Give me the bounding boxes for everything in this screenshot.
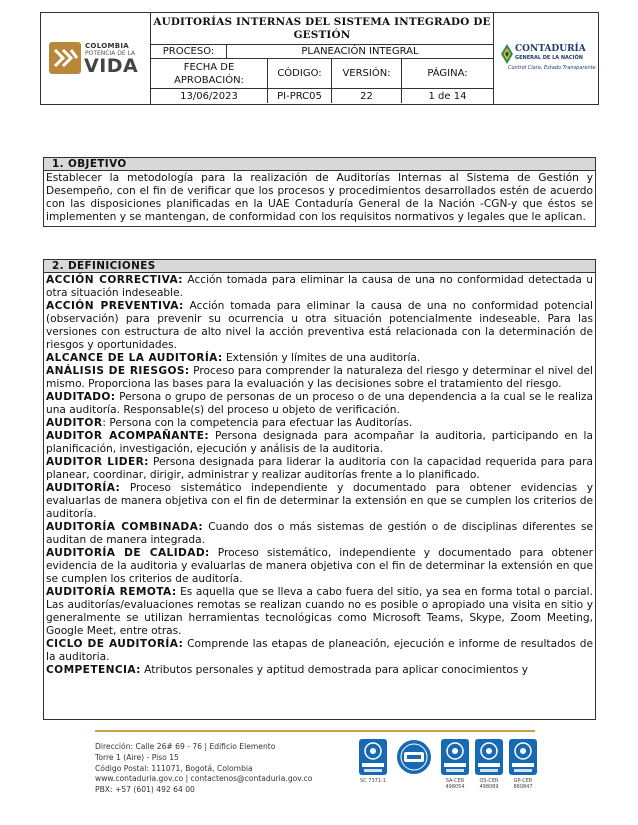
definition-term: ACCIÓN PREVENTIVA: [46, 300, 184, 312]
definition-term: AUDITOR [46, 417, 103, 429]
codigo-label: CÓDIGO: [268, 59, 332, 88]
codigo-value: PI-PRC05 [268, 89, 332, 103]
icontec-seal-icon [440, 738, 470, 776]
definition-item [46, 456, 593, 482]
definition-term: AUDITOR ACOMPAÑANTE: [46, 430, 210, 442]
version-value: 22 [332, 89, 402, 103]
definition-text: Persona o grupo de personas de un proceso o de una dependencia a la cual se le realiza una auditoría. Responsable(s) del proceso u objeto de verificación. [46, 391, 593, 416]
definition-term: AUDITOR LIDER: [46, 456, 149, 468]
cert-icontec-3 [474, 738, 504, 790]
cert-code-4: GP-CER 860847 [513, 778, 533, 790]
definition-text: Proceso para comprender la naturaleza del riesgo y determinar el nivel del mismo. Proporciona las bases para la evaluación y las decisiones sobre el tratamiento del riesgo. [46, 365, 593, 390]
pagina-label: PÁGINA: [427, 68, 468, 79]
header-info-table [151, 13, 493, 104]
contaduria-emblem-icon [500, 43, 514, 65]
footer-address [95, 742, 312, 796]
definition-item [46, 274, 593, 300]
cert-icontec-1 [358, 738, 388, 784]
proceso-value: PLANEACIÓN INTEGRAL [301, 46, 419, 57]
iqnet-seal-icon [394, 738, 434, 776]
definition-term: AUDITORÍA REMOTA: [46, 586, 177, 598]
definition-item [46, 638, 593, 664]
definition-term: ACCIÓN CORRECTIVA: [46, 274, 183, 286]
footer-address-line: Código Postal: 111071, Bogotá, Colombia [95, 763, 253, 773]
definition-item [46, 547, 593, 586]
cert-code-2: SA-CER 498054 [445, 778, 465, 790]
definition-text: Cuando dos o más sistemas de gestión o de disciplinas diferentes se auditan de manera integrada. [46, 521, 593, 546]
definition-text: Acción tomada para eliminar la causa de una no conformidad potencial (observación) para prevenir su ocurrencia u otra situación potencialmente indeseable. Para las versiones con estructura de alto nivel la acción preventiva está relacionada con la determinación de riesgos y oportunidades. [46, 300, 593, 351]
definition-text: Proceso sistemático independiente y documentado para obtener evidencias y evaluarlas de manera objetiva con el fin de determinar la extensión en que se cumplen los criterios de auditoría. [46, 482, 593, 520]
document-header [40, 12, 599, 105]
icontec-seal-icon [358, 738, 388, 776]
definition-item [46, 391, 593, 417]
definition-item [46, 300, 593, 352]
header-row-proceso [151, 45, 493, 59]
definition-term: AUDITADO: [46, 391, 116, 403]
cert-code-1: SC 7371-1 [360, 778, 386, 784]
definition-term: ANÁLISIS DE RIESGOS: [46, 365, 190, 377]
definition-term: AUDITORÍA COMBINADA: [46, 521, 204, 533]
footer-address-line: Torre 1 (Aire) - Piso 15 [95, 752, 179, 762]
vida-emblem-icon [49, 42, 81, 74]
definition-item [46, 521, 593, 547]
logo-right-line2: GENERAL DE LA NACIÓN [515, 55, 583, 61]
cert-code-3: OS-CER 498089 [479, 778, 499, 790]
icontec-seal-icon [474, 738, 504, 776]
cert-icontec-4 [508, 738, 538, 790]
cert-iqnet [394, 738, 434, 776]
header-row-labels [151, 59, 493, 89]
logo-left-line2: POTENCIA DE LA [85, 50, 136, 57]
definition-item [46, 430, 593, 456]
definition-text: : Persona con la competencia para efectuar las Auditorías. [102, 417, 413, 429]
version-label: VERSIÓN: [332, 59, 402, 88]
section-objetivo [43, 157, 596, 227]
logo-right-line1: CONTADURÍA [515, 44, 586, 54]
logo-colombia-potencia-vida [41, 13, 151, 104]
definition-term: CICLO DE AUDITORÍA: [46, 638, 184, 650]
footer-address-line: Dirección: Calle 26# 69 - 76 | Edificio Elemento [95, 742, 276, 751]
fecha-label: FECHA DE APROBACIÓN: [151, 59, 268, 88]
definition-text: Comprende las etapas de planeación, ejecución e informe de resultados de la auditoria. [46, 638, 593, 663]
definition-item [46, 586, 593, 638]
definition-item [46, 352, 593, 365]
definition-item [46, 417, 593, 430]
definiciones-heading: 2. DEFINICIONES [44, 260, 595, 273]
definition-term: AUDITORÍA DE CALIDAD: [46, 547, 210, 559]
definition-term: ALCANCE DE LA AUDITORÍA: [46, 352, 223, 364]
definition-item [46, 664, 593, 677]
footer-address-line: www.contaduria.gov.co | contactenos@contaduria.gov.co [95, 774, 313, 784]
definition-text: Acción tomada para eliminar la causa de una no conformidad detectada u otra situación indeseable. [46, 274, 593, 299]
document-title: AUDITORÍAS INTERNAS DEL SISTEMA INTEGRADO DE GESTIÓN [151, 13, 493, 45]
definition-text: Es aquella que se lleva a cabo fuera del sitio, ya sea en forma total o parcial. Las auditorías/evaluaciones remotas se realizan cuando no es posible o apropiado una visita en sitio y generalmente se utilizan herramientas tecnológicas como Microsoft Teams, Skype, Zoom Meeting, Google Meet, entre otras. [46, 586, 593, 637]
section-definiciones [43, 259, 596, 720]
header-row-values [151, 89, 493, 103]
definition-text: Extensión y límites de una auditoría. [222, 352, 421, 364]
definition-text: Proceso sistemático, independiente y documentado para obtener evidencia de la auditoria y evaluarlas de manera objetiva con el fin de determinar la extensión en que se cumplen los criterios de auditoría. [46, 547, 593, 585]
logo-left-line3: VIDA [84, 55, 139, 77]
definition-text: Persona designada para acompañar la auditoria, participando en la planificación, investigación, ejecución y análisis de la auditoria. [46, 430, 593, 455]
logo-left-line1: COLOMBIA [85, 42, 129, 50]
definition-term: COMPETENCIA: [46, 664, 141, 676]
definition-term: AUDITORÍA: [46, 482, 121, 494]
pagina-value: 1 de 14 [428, 90, 467, 102]
fecha-value: 13/06/2023 [151, 89, 268, 103]
definition-item [46, 365, 593, 391]
logo-right-line3: Control Claro, Estado Transparente [508, 65, 596, 71]
footer-divider [95, 730, 535, 732]
definiciones-list [44, 273, 595, 679]
definition-item [46, 482, 593, 521]
footer-address-line: PBX: +57 (601) 492 64 00 [95, 785, 195, 795]
proceso-label: PROCESO: [151, 45, 227, 58]
definition-text: Atributos personales y aptitud demostrada para aplicar conocimientos y [140, 664, 528, 676]
objetivo-text: Establecer la metodología para la realización de Auditorías Internas al Sistema de Gestión y Desempeño, con el fin de verificar que los procesos y procedimientos desarrollados estén de acuerdo con las disposiciones planificadas en la UAE Contaduría General de la Nación -CGN-y que éstos se implementen y se mantengan, de conformidad con los requisitos normativos y legales que le aplican. [46, 172, 593, 223]
logo-contaduria [493, 13, 598, 104]
objetivo-heading: 1. OBJETIVO [44, 158, 595, 171]
certification-logos [358, 738, 538, 798]
definition-text: Persona designada para liderar la auditoria con la capacidad requerida para para planear, coordinar, dirigir, administrar y realizar auditorías frente a lo planificado. [46, 456, 593, 481]
cert-icontec-2 [440, 738, 470, 790]
icontec-seal-icon [508, 738, 538, 776]
